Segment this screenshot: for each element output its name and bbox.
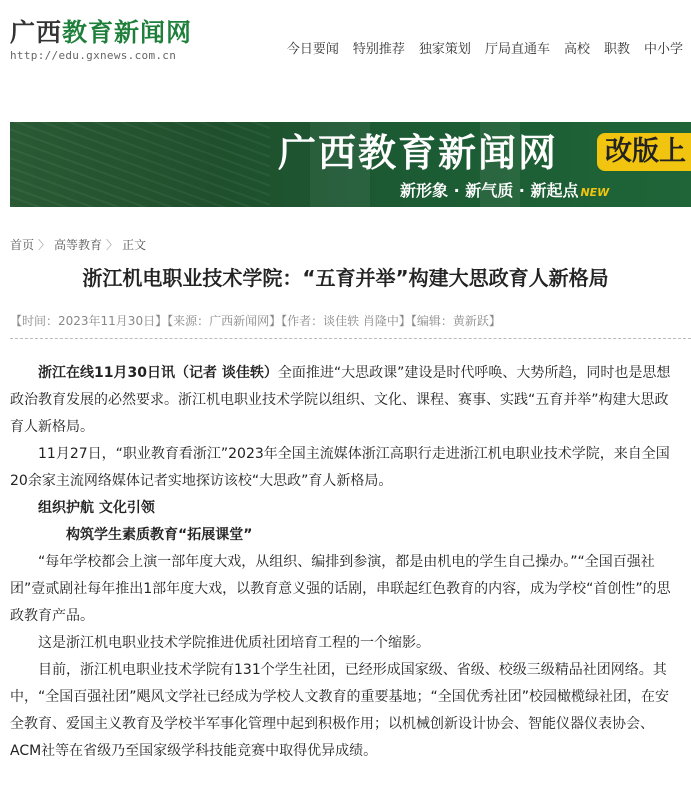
breadcrumb-section[interactable]: 高等教育 (54, 238, 103, 252)
site-header (0, 0, 691, 78)
logo-title (10, 18, 192, 48)
article-title: 浙江机电职业技术学院：“五育并举”构建大思政育人新格局 (82, 266, 609, 290)
breadcrumb-separator: 〉 (38, 238, 51, 252)
breadcrumb (10, 236, 146, 253)
paragraph: 这是浙江机电职业技术学院推进优质社团培育工程的一个缩影。 (38, 635, 430, 651)
paragraph: 目前，浙江机电职业技术学院有131个学生社团，已经形成国家级、省级、校级三级精品社团网络。其中，“全国百强社团”飓风文学社已经成为学校人文教育的重要基地；“全国优秀社团”校园橄榄绿社团，在安全教育、爱国主义教育及学校半军事化管理中起到积极作用；以机械创新设计协会、智能仪器仪表协会、ACM社等在省级乃至国家级学科技能竞赛中取得优异成绩。 (10, 662, 670, 759)
banner-slogan (400, 178, 609, 201)
logo-text-region: 广西 (10, 18, 63, 47)
lead-text: 全面推进“大思政课”建设是时代呼唤、大势所趋，同时也是思想政治教育发展的必然要求。浙江机电职业技术学院以组织、文化、课程、赛事、实践“五育并举”构建大思政育人新格局。 (10, 365, 671, 435)
nav-item-department[interactable]: 厅局直通车 (484, 42, 550, 57)
paragraph: 11月27日，“职业教育看浙江”2023年全国主流媒体浙江高职行走进浙江机电职业技术学院，来自全国20余家主流网络媒体记者实地探访该校“大思政”育人新格局。 (10, 446, 670, 489)
breadcrumb-separator: 〉 (106, 238, 119, 252)
divider (10, 338, 691, 339)
main-nav (287, 38, 683, 57)
nav-item-universities[interactable]: 高校 (563, 42, 590, 57)
revamp-banner[interactable] (10, 122, 691, 207)
logo-url: http://edu.gxnews.com.cn (10, 49, 177, 62)
site-logo[interactable] (10, 18, 192, 62)
logo-text-name: 教育新闻网 (62, 18, 193, 47)
banner-slogan-text: 新形象 · 新气质 · 新起点 (400, 181, 579, 200)
breadcrumb-current: 正文 (122, 238, 147, 252)
section-subheading: 构筑学生素质教育“拓展课堂” (66, 527, 253, 543)
banner-new-label: NEW (580, 186, 610, 199)
article-meta: 【时间：2023年11月30日】【来源：广西新闻网】【作者：谈佳轶 肖隆中】【编辑：黄新跃】 (10, 314, 501, 328)
lead-dateline: 浙江在线11月30日讯（记者 谈佳轶） (38, 365, 278, 381)
nav-item-today-news[interactable]: 今日要闻 (286, 42, 339, 57)
nav-item-schools[interactable]: 中小学 (643, 42, 683, 57)
banner-badge: 改版上 (597, 133, 691, 171)
nav-item-exclusive[interactable]: 独家策划 (418, 42, 471, 57)
paragraph-lead (10, 360, 682, 441)
banner-title: 广西教育新闻网 (278, 130, 559, 175)
nav-item-special-recommend[interactable]: 特别推荐 (352, 42, 405, 57)
article-body (10, 360, 682, 765)
breadcrumb-home[interactable]: 首页 (10, 238, 35, 252)
banner-chalkboard-texture (10, 122, 270, 207)
paragraph: “每年学校都会上演一部年度大戏，从组织、编排到参演，都是由机电的学生自己操办。”“全国百强社团”壹贰剧社每年推出1部年度大戏，以教育意义强的话剧，串联起红色教育的内容，成为学校“首创性”的思政教育产品。 (10, 554, 671, 624)
section-heading: 组织护航 文化引领 (38, 500, 155, 516)
nav-item-vocational[interactable]: 职教 (603, 42, 630, 57)
